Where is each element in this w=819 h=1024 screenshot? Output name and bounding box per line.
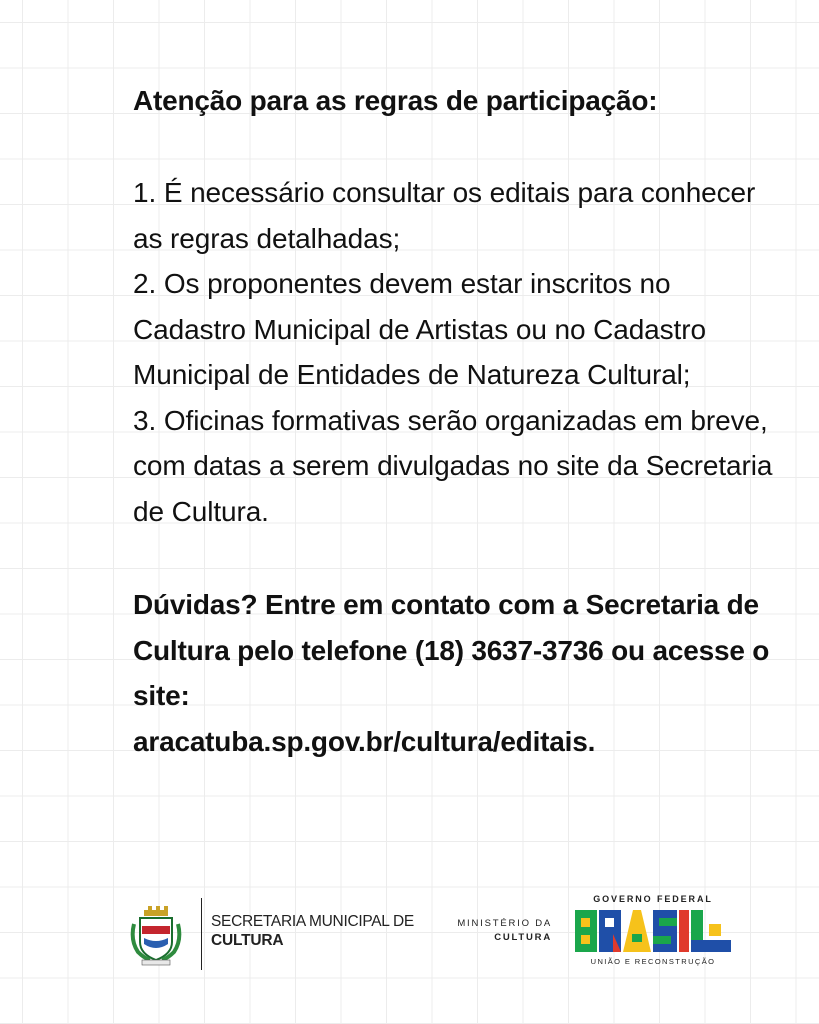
governo-federal-logo (574, 894, 732, 984)
contact-url[interactable]: aracatuba.sp.gov.br/cultura/editais. (133, 725, 596, 757)
rule-item: 1. É necessário consultar os editais para conhecer as regras detalhadas; (133, 177, 756, 254)
aracatuba-crest-icon (130, 904, 182, 966)
gov-bottom-text: UNIÃO E RECONSTRUÇÃO (590, 957, 716, 966)
main-content (133, 80, 773, 764)
rule-item: 2. Os proponentes devem estar inscritos no Cadastro Municipal de Artistas ou no Cadastro Municipal de Entidades de Natureza Cultural; (133, 268, 706, 390)
gov-top-text: GOVERNO FEDERAL (593, 894, 713, 904)
ministerio-logo (446, 917, 552, 945)
brasil-logo-icon (575, 910, 731, 952)
contact-block (133, 582, 773, 764)
secretaria-logo (211, 912, 414, 950)
rules-heading: Atenção para as regras de participação: (133, 85, 658, 116)
footer-divider (201, 898, 202, 970)
secretaria-line1: SECRETARIA MUNICIPAL DE (211, 913, 414, 930)
ministerio-line2: CULTURA (494, 932, 552, 943)
footer-logos (0, 880, 819, 990)
rules-list (133, 170, 773, 534)
contact-text: Dúvidas? Entre em contato com a Secretaria de Cultura pelo telefone (18) 3637-3736 ou acesse o site: (133, 589, 770, 711)
secretaria-line2: CULTURA (211, 932, 284, 949)
ministerio-line1: MINISTÉRIO DA (457, 918, 552, 929)
rule-item: 3. Oficinas formativas serão organizadas em breve, com datas a serem divulgadas no site da Secretaria de Cultura. (133, 404, 773, 527)
